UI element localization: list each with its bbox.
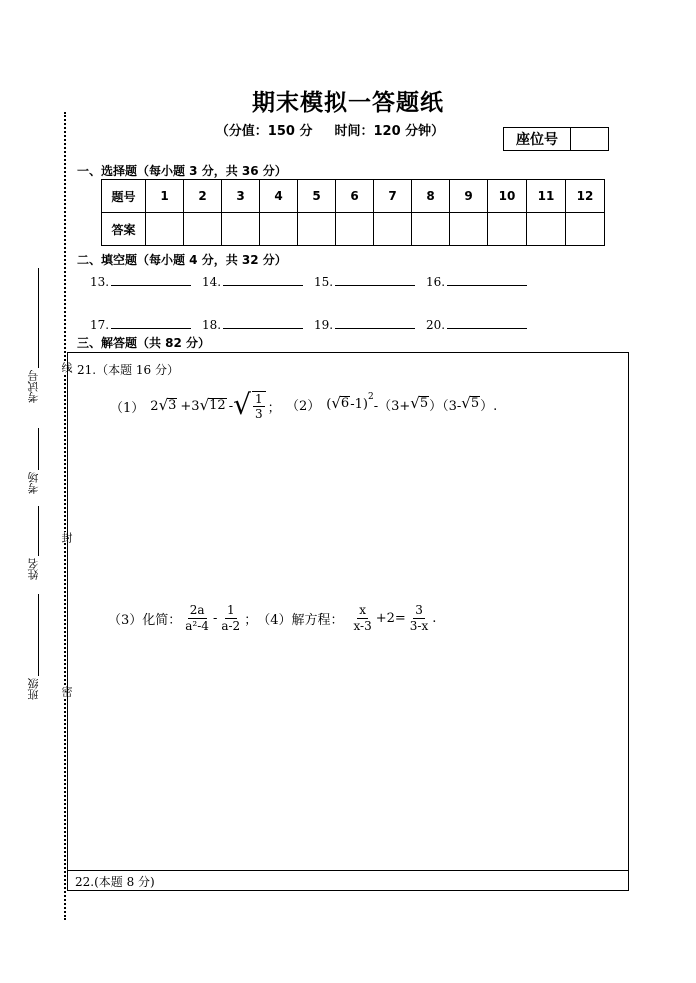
- answer-blank[interactable]: [111, 273, 191, 286]
- fill-label: 13.: [90, 275, 110, 289]
- q-number-cell: 2: [184, 180, 222, 213]
- fill-row-2: [90, 316, 538, 332]
- row-label-number: 题号: [102, 180, 146, 213]
- answer-blank[interactable]: [447, 316, 527, 329]
- fraction-2a: $\frac{2a}{\text{a²-4}}$: [185, 603, 209, 633]
- margin-line-2: [38, 428, 39, 470]
- part-label: （2）: [286, 398, 321, 414]
- answer-cell[interactable]: [298, 213, 336, 246]
- answer-cell[interactable]: [336, 213, 374, 246]
- operator: -: [212, 610, 218, 626]
- answer-cell[interactable]: [222, 213, 260, 246]
- section-solution: 三、解答题（共 82 分）: [77, 336, 211, 350]
- answer-blank[interactable]: [335, 273, 415, 286]
- punct: ；: [244, 612, 258, 628]
- answer-cell[interactable]: [184, 213, 222, 246]
- q22-header: 22.(本题 8 分): [75, 875, 155, 889]
- fill-label: 18.: [202, 318, 222, 332]
- fraction-1: $\frac{1}{a-2}$: [221, 603, 241, 633]
- q-number-cell: 6: [336, 180, 374, 213]
- paren: (: [326, 396, 332, 412]
- label-name: 姓名: [27, 558, 40, 580]
- label-class: 班级: [27, 678, 40, 700]
- answer-cell[interactable]: [527, 213, 566, 246]
- operator: -: [228, 398, 234, 414]
- seat-number-label: 座位号: [504, 128, 571, 150]
- term: ）.: [480, 398, 498, 414]
- seat-number-field[interactable]: [571, 128, 608, 150]
- sqrt-6: √ 6: [331, 394, 350, 413]
- fill-label: 20.: [426, 318, 446, 332]
- operator: +2=: [375, 610, 406, 626]
- fill-label: 14.: [202, 275, 222, 289]
- answer-blank[interactable]: [447, 273, 527, 286]
- page-title: 期末模拟一答题纸: [252, 90, 444, 116]
- fill-label: 17.: [90, 318, 110, 332]
- label-exam-room: 考场: [27, 472, 40, 494]
- sqrt-12: √ 12: [199, 396, 226, 415]
- margin-line-3: [38, 506, 39, 556]
- answer-cell[interactable]: [412, 213, 450, 246]
- q-number-cell: 8: [412, 180, 450, 213]
- section-fill-in: 二、填空题（每小题 4 分，共 32 分）: [77, 253, 287, 267]
- q-number-cell: 9: [450, 180, 488, 213]
- q21-part3: [108, 600, 436, 636]
- answer-blank[interactable]: [223, 273, 303, 286]
- answer-cell[interactable]: [260, 213, 298, 246]
- q-number-cell: 4: [260, 180, 298, 213]
- term: ）（3-: [429, 398, 462, 414]
- sqrt-5: √ 5: [461, 394, 480, 413]
- margin-line-1: [38, 268, 39, 368]
- punct: ；: [267, 400, 281, 416]
- punct: .: [432, 610, 437, 626]
- part-label: （3）化简：: [108, 612, 182, 628]
- q22-divider: [67, 870, 628, 871]
- part-label: （4）解方程：: [257, 612, 344, 628]
- q-number-cell: 12: [566, 180, 605, 213]
- seal-char-xian: 线: [60, 362, 73, 373]
- fill-label: 16.: [426, 275, 446, 289]
- fill-label: 19.: [314, 318, 334, 332]
- answer-cell[interactable]: [450, 213, 488, 246]
- coef: 2: [150, 398, 159, 414]
- answer-blank[interactable]: [223, 316, 303, 329]
- answer-cell[interactable]: [488, 213, 527, 246]
- q-number-cell: 1: [146, 180, 184, 213]
- answer-cell[interactable]: [566, 213, 605, 246]
- row-label-answer: 答案: [102, 213, 146, 246]
- sqrt-one-third: √ $\frac{1}{3}$: [233, 391, 267, 422]
- margin-line-4: [38, 594, 39, 676]
- multiple-choice-table: [101, 179, 605, 246]
- q-number-cell: 10: [488, 180, 527, 213]
- fill-row-1: [90, 273, 538, 289]
- coef: +3: [180, 398, 200, 414]
- part-label: （1）: [110, 400, 145, 416]
- answer-blank[interactable]: [111, 316, 191, 329]
- q21-header: 21.（本题 16 分）: [77, 363, 179, 377]
- seal-char-mi: 密: [60, 686, 73, 697]
- seal-char-feng: 封: [60, 532, 73, 543]
- label-exam-number: 考试号: [27, 370, 40, 403]
- q-number-cell: 7: [374, 180, 412, 213]
- term: -（3+: [373, 398, 411, 414]
- exponent: 2: [367, 392, 374, 402]
- answer-cell[interactable]: [146, 213, 184, 246]
- answer-cell[interactable]: [374, 213, 412, 246]
- sqrt-3: √ 3: [158, 396, 177, 415]
- binding-dotted-line: [64, 112, 66, 920]
- q-number-cell: 3: [222, 180, 260, 213]
- fill-label: 15.: [314, 275, 334, 289]
- fraction-3: $\frac{3}{3-x}$: [409, 603, 429, 633]
- q21-part2: [286, 392, 497, 416]
- term: -1): [350, 396, 368, 412]
- score-time-subtitle: （分值：150 分 时间：120 分钟）: [215, 124, 445, 139]
- q-number-cell: 11: [527, 180, 566, 213]
- table-row-answers: [102, 213, 605, 246]
- table-row-numbers: [102, 180, 605, 213]
- sqrt-5: √ 5: [410, 394, 429, 413]
- section-multiple-choice: 一、选择题（每小题 3 分，共 36 分）: [77, 164, 287, 178]
- fraction-x: $\frac{x}{x-3}$: [353, 603, 372, 633]
- seat-number-box: [503, 127, 609, 151]
- q21-part1: [110, 388, 281, 424]
- q-number-cell: 5: [298, 180, 336, 213]
- answer-blank[interactable]: [335, 316, 415, 329]
